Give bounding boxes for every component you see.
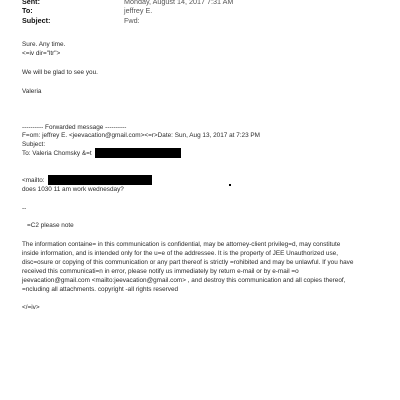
to-label: To: (22, 6, 33, 15)
forwarded-subject: Subject: (22, 141, 46, 148)
stray-mark (229, 184, 231, 186)
forwarded-divider: ---------- Forwarded message ---------- (22, 124, 127, 131)
question-line: does 1030 11 am work wednesday? (22, 186, 124, 193)
mailto-prefix: <mailto: (22, 177, 45, 184)
redaction-bar (95, 148, 181, 158)
disclaimer-line-1: The information containe= in this communication is confidential, may be attorney-client privileg=d, may constitute (22, 241, 341, 248)
forwarded-from: F=om: jeffrey E. <jeevacation@gmail.com><=r>Date: Sun, Aug 13, 2017 at 7:23 PM (22, 132, 260, 139)
dash-separator: -- (22, 205, 27, 212)
disclaimer-line-5: jeevacation@gmail.com <mailto:jeevacation@gmail.com> , and destroy this communication and all copies thereof, (22, 277, 346, 284)
note-line: =C2 please note (27, 222, 74, 229)
sent-label: Sent: (22, 0, 40, 6)
redaction-bar (48, 175, 152, 185)
forwarded-to-prefix: To: Valeria Chomsky &=t (22, 150, 92, 157)
to-row (22, 6, 152, 15)
disclaimer-line-4: received this communicati=n in error, please notify us immediately by return e-mail or by e-mail =o (22, 268, 299, 275)
reply-line-1: Sure. Any time. (22, 41, 66, 48)
closing-tag: </=iv> (22, 304, 40, 311)
subject-row (22, 16, 140, 25)
subject-value: Fwd: (124, 16, 140, 25)
disclaimer-line-2: inside information, and is intended only for the u=e of the addressee. It is the property of JEE Unauthorized use, (22, 250, 338, 257)
signature: Valeria (22, 88, 42, 95)
disclaimer-line-3: disc=osure or copying of this communication or any part thereof is strictly =rohibited and may be unlawful. If you have (22, 259, 354, 266)
to-value: jeffrey E. (124, 6, 153, 15)
reply-line-2: <=iv dir="ltr"> (22, 50, 61, 57)
sent-value: Monday, August 14, 2017 7:31 AM (124, 0, 234, 6)
disclaimer-line-6: =ncluding all attachments. copyright -all rights reserved (22, 286, 179, 293)
reply-line-3: We will be glad to see you. (22, 69, 98, 76)
subject-label: Subject: (22, 16, 51, 25)
